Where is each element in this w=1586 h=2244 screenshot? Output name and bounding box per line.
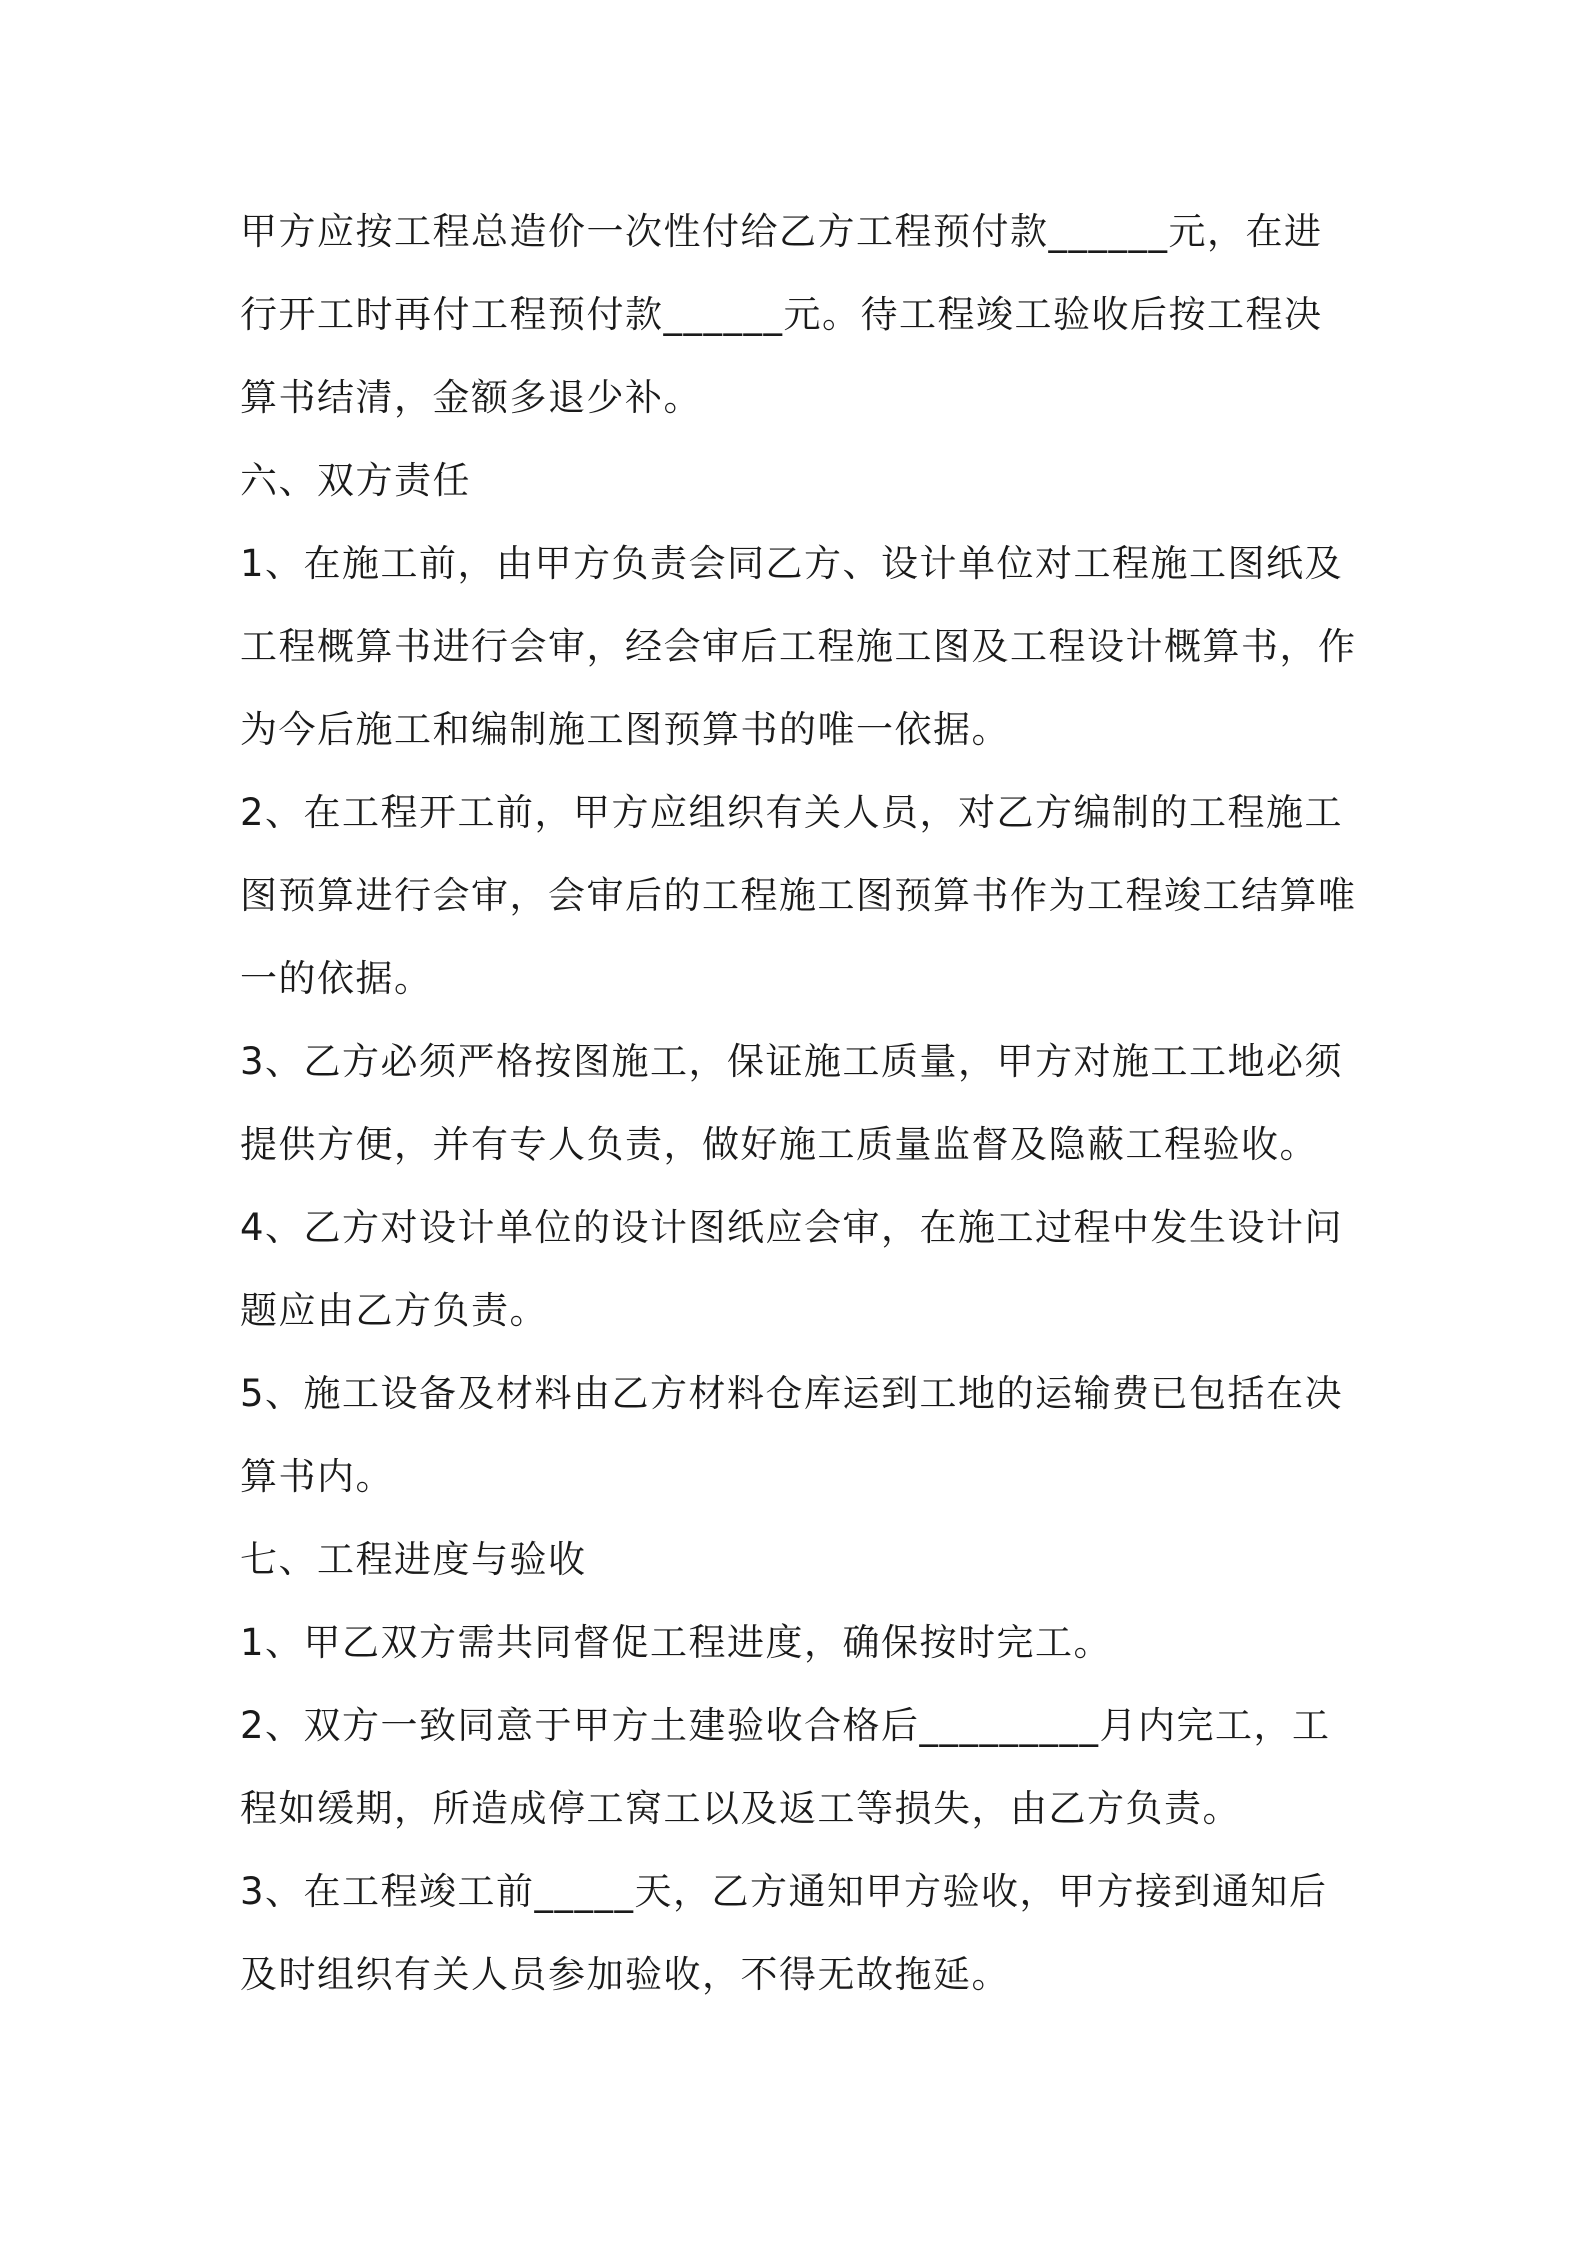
paragraph-responsibility-1: 1、在施工前，由甲方负责会同乙方、设计单位对工程施工图纸及工程概算书进行会审，经会审后工程施工图及工程设计概算书，作为今后施工和编制施工图预算书的唯一依据。 bbox=[240, 542, 1357, 751]
paragraph-responsibility-2: 2、在工程开工前，甲方应组织有关人员，对乙方编制的工程施工图预算进行会审，会审后的工程施工图预算书作为工程竣工结算唯一的依据。 bbox=[240, 791, 1357, 1000]
paragraph-progress-2: 2、双方一致同意于甲方土建验收合格后_________月内完工，工程如缓期，所造成停工窝工以及返工等损失，由乙方负责。 bbox=[240, 1704, 1331, 1830]
paragraph-responsibility-3: 3、乙方必须严格按图施工，保证施工质量，甲方对施工工地必须提供方便，并有专人负责，做好施工质量监督及隐蔽工程验收。 bbox=[240, 1040, 1344, 1166]
section-heading-responsibilities: 六、双方责任 bbox=[240, 459, 471, 502]
paragraph-responsibility-5: 5、施工设备及材料由乙方材料仓库运到工地的运输费已包括在决算书内。 bbox=[240, 1372, 1344, 1498]
document-body bbox=[240, 190, 1360, 2016]
paragraph-progress-1: 1、甲乙双方需共同督促工程进度，确保按时完工。 bbox=[240, 1621, 1113, 1664]
paragraph-progress-3: 3、在工程竣工前_____天，乙方通知甲方验收，甲方接到通知后及时组织有关人员参加验收，不得无故拖延。 bbox=[240, 1870, 1328, 1996]
section-heading-progress: 七、工程进度与验收 bbox=[240, 1538, 587, 1581]
paragraph-responsibility-4: 4、乙方对设计单位的设计图纸应会审，在施工过程中发生设计问题应由乙方负责。 bbox=[240, 1206, 1344, 1332]
paragraph-payment: 甲方应按工程总造价一次性付给乙方工程预付款______元，在进行开工时再付工程预付款______元。待工程竣工验收后按工程决算书结清，金额多退少补。 bbox=[240, 210, 1323, 419]
